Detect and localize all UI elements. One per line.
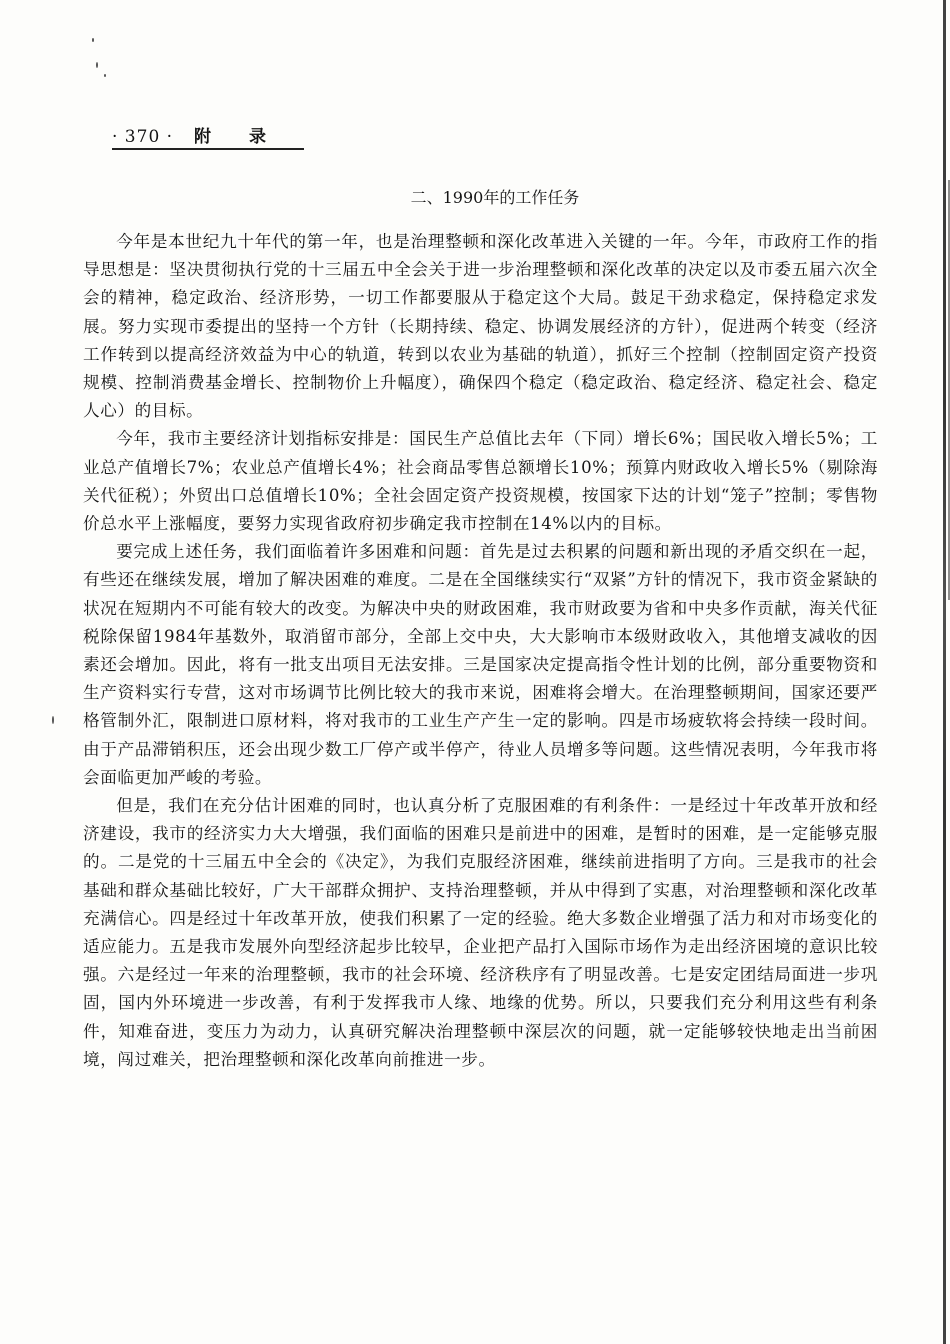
paragraph: 今年，我市主要经济计划指标安排是：国民生产总值比去年（下同）增长6%；国民收入增长5%；工业总产值增长7%；农业总产值增长4%；社会商品零售总额增长10%；预算内财政收入增长5%（剔除海关代征税）；外贸出口总值增长10%；全社会固定资产投资规模，按国家下达的计划“笼子”控制；零售物价总水平上涨幅度，要努力实现省政府初步确定我市控制在14%以内的目标。 (83, 429, 878, 534)
paragraph: 今年是本世纪九十年代的第一年，也是治理整顿和深化改革进入关键的一年。今年，市政府工作的指导思想是：坚决贯彻执行党的十三届五中全会关于进一步治理整顿和深化改革的决定以及市委五届六次全会的精神，稳定政治、经济形势，一切工作都要服从于稳定这个大局。鼓足干劲求稳定，保持稳定求发展。努力实现市委提出的坚持一个方针（长期持续、稳定、协调发展经济的方针），促进两个转变（经济工作转到以提高经济效益为中心的轨道，转到以农业为基础的轨道），抓好三个控制（控制固定资产投资规模、控制消费基金增长、控制物价上升幅度），确保四个稳定（稳定政治、稳定经济、稳定社会、稳定人心）的目标。 (83, 232, 878, 421)
section-title: 二、1990年的工作任务 (410, 188, 580, 207)
paragraph: 要完成上述任务，我们面临着许多困难和问题：首先是过去积累的问题和新出现的矛盾交织在一起，有些还在继续发展，增加了解决困难的难度。二是在全国继续实行“双紧”方针的情况下，我市资金紧缺的状况在短期内不可能有较大的改变。为解决中央的财政困难，我市财政要为省和中央多作贡献，海关代征税除保留1984年基数外，取消留市部分，全部上交中央，大大影响市本级财政收入，其他增支减收的因素还会增加。因此，将有一批支出项目无法安排。三是国家决定提高指令性计划的比例，部分重要物资和生产资料实行专营，这对市场调节比例比较大的我市来说，困难将会增大。在治理整顿期间，国家还要严格管制外汇，限制进口原材料，将对我市的工业生产产生一定的影响。四是市场疲软将会持续一段时间。由于产品滞销积压，还会出现少数工厂停产或半停产，待业人员增多等问题。这些情况表明，今年我市将会面临更加严峻的考验。 (83, 542, 878, 787)
scan-speck (92, 38, 94, 42)
scan-speck (52, 716, 54, 724)
paragraph: 但是，我们在充分估计困难的同时，也认真分析了克服困难的有利条件：一是经过十年改革开放和经济建设，我市的经济实力大大增强，我们面临的困难只是前进中的困难，是暂时的困难，是一定能够克服的。二是党的十三届五中全会的《决定》，为我们克服经济困难，继续前进指明了方向。三是我市的社会基础和群众基础比较好，广大干部群众拥护、支持治理整顿，并从中得到了实惠，对治理整顿和深化改革充满信心。四是经过十年改革开放，使我们积累了一定的经验。绝大多数企业增强了活力和对市场变化的适应能力。五是我市发展外向型经济起步比较早，企业把产品打入国际市场作为走出经济困境的意识比较强。六是经过一年来的治理整顿，我市的社会环境、经济秩序有了明显改善。七是安定团结局面进一步巩固，国内外环境进一步改善，有利于发挥我市人缘、地缘的优势。所以，只要我们充分利用这些有利条件，知难奋进，变压力为动力，认真研究解决治理整顿中深层次的问题，就一定能够较快地走出当前困境，闯过难关，把治理整顿和深化改革向前推进一步。 (83, 796, 878, 1069)
body-text (83, 228, 878, 1074)
running-head (112, 122, 304, 150)
scan-speck (96, 62, 98, 68)
section-label: 附录 (194, 127, 304, 147)
page-number: · 370 · (112, 127, 174, 147)
scan-speck (104, 74, 106, 77)
